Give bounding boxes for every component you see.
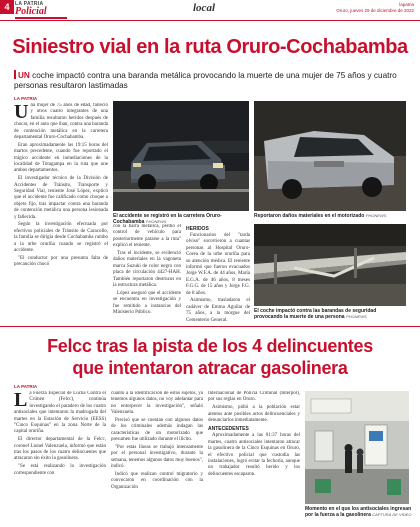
paragraph: Asimismo, pidió a la población estar atentos ante posibles actos delincuenciales y denunciarlos inmediatamente. <box>208 405 300 424</box>
paragraph: "El conductor por una presunta falta de precaución chocó <box>14 255 108 268</box>
article2-headline-line2: que intentaron atracar gasolinera <box>72 358 348 378</box>
paragraph: a Fuerza Especial de Lucha Contra el Crimen (Felcc), continúa investigando el paradero de los cuatro antisociales que intentaron la madrugada del martes en la Estación de Servicio (EESS) "Cinco Esquinas" en la zona Norte de la capital oruriña. <box>14 391 106 435</box>
caption-text: El coche impactó contra las barandas de seguridad provocando la muerte de una persona <box>254 308 377 320</box>
paragraph: con la barra metálica, perdió el control de vehículo para posteriormente pararse a la ruta" explicó el teniente. <box>113 224 181 249</box>
article1-photo-crashed-car <box>113 101 249 211</box>
caption-text: El accidente se registró en la carretera Oruro-Cochabamba <box>113 213 222 225</box>
article2-byline: LA PATRIA <box>14 384 38 389</box>
article1-headline: Siniestro vial en la ruta Oruro-Cochabamba <box>12 36 408 58</box>
paragraph: na mujer de 75 años de edad, falleció y otros cuatro integrantes de una familia resultaron heridos después de chocar, en el auto que iban, contra una baranda de contención metálica en la carretera departamental Oruro-Cochabamba. <box>14 103 108 141</box>
crashed-car-image <box>113 101 249 211</box>
article1-byline: LA PATRIA <box>14 96 38 101</box>
article2-photo4-caption <box>305 506 413 518</box>
edition-date: Oruro, jueves 29 de diciembre de 2022 <box>336 8 414 13</box>
gas-station-cctv-image <box>305 391 409 504</box>
brand-name: Policial <box>15 6 47 17</box>
article1-column-2 <box>113 224 181 322</box>
paragraph: Tras el incidente, se evidenció daños materiales en la vagoneta marca Suzuki de color negro con placa de circulación 4427-HAH. También reportaron destrozos en la estructura metálica. <box>113 251 181 289</box>
section-divider <box>0 326 420 327</box>
article1-column-3 <box>186 224 250 322</box>
photo-credit: PHONEWS <box>345 314 367 319</box>
article2-column-3 <box>208 391 300 527</box>
paragraph: El investigador técnico de la División de Accidentes de Tránsito, Transporte y Seguridad Vial, teniente José López, explicó que el accidente fue calificado como choque a objeto fijo, tras impactar contra una baranda de contención metálica una persona lesionada y fallecida. <box>14 176 108 220</box>
article2-column-2 <box>111 391 203 527</box>
article2-photo-gas-station <box>305 391 409 504</box>
paragraph: El director departamental de la Felcc, coronel Lionel Valenzuela, informó que están tras los pasos de los cuatro delincuentes que atracaron sin éxito la gasolinera. <box>14 437 106 462</box>
brand-underline <box>15 17 67 19</box>
caption-text: Reportaron daños materiales en el motorizado <box>254 213 365 219</box>
caption-text: Momento en el que los antisociales ingresan por la fuerza a la gasolinera <box>305 506 412 518</box>
article1-photo3-caption <box>254 308 406 320</box>
page-number: 4 <box>0 0 14 14</box>
article1-photo2-caption <box>254 213 406 219</box>
drop-cap: U <box>14 103 29 123</box>
paragraph: "Por estas líneas se trabajó intensamente por el personal investigativo, durante la semana, tenemos algunos datos muy buenos", indicó. <box>111 445 203 470</box>
paragraph: Internacional de Policía Criminal (Interpol), por sus reglas en Oruro. <box>208 391 300 403</box>
photo-credit: CAPTURA DE VIDEO <box>372 512 412 517</box>
lead-drop: UN <box>18 71 30 80</box>
paragraph: López aseguró que el accidente se encuentra en investigación y fue remitido a instancias del Ministerio Público. <box>113 290 181 316</box>
paragraph: Indicó que realizan control migratorio y convocaron en coordinación con la Organización <box>111 472 203 490</box>
paragraph: Asimismo, trasladaron el cadáver de Emma Aguilar de 75 años, a la morgue del Cementerio General. <box>186 298 250 322</box>
lead-marker <box>14 70 16 79</box>
paragraph: Funcionarios del "tarda olviso" socorrieron a cuantas personas al Hospital Oruro-Corea de la urbe oruriña para su atención médica. El teniente informó que fueron evacuados Jorge W.F.A. de 44 años, María E.G.A. de 46 años, 8 meses F.G.G. de 15 años y Jorge F.G. de 8 años. <box>186 233 250 296</box>
section-name: local <box>193 2 215 14</box>
site-name: lapatria <box>399 2 414 7</box>
paragraph: Precisó que se cuentan con algunos datos de los criminales además indagan las características de un motorizado que presumen fue utilizado durante el ilícito. <box>111 418 203 443</box>
header-rule <box>0 20 420 21</box>
article1-photo-barrier <box>254 224 406 306</box>
barrier-image <box>254 224 406 306</box>
article2-column-1 <box>14 391 106 527</box>
photo-credit: PHONEWS <box>365 213 387 218</box>
article1-lead <box>14 70 406 91</box>
paragraph: cuanto a la identificación de estos sujetos, ya tenemos algunos datos, no voy adelantar para no entorpecer la investigación", señaló Valenzuela. <box>111 391 203 416</box>
damaged-car-image <box>254 101 406 211</box>
drop-cap: L <box>14 391 28 411</box>
paragraph: Aproximadamente a las 01:37 horas del martes, cuatro antisociales intentaron atracar la gasolinera de la Cinco Esquinas en Oruro, el efectivo policial que custodia las instalaciones, logró evitar la fechoría, aunque un trabajador resultó herido y los delincuentes escaparon. <box>208 433 300 477</box>
brand-top: LA PATRIA <box>15 1 44 7</box>
subheading-antecedentes: ANTECEDENTES <box>208 426 249 433</box>
article2-headline-line1: Felcc tras la pista de los 4 delincuentes <box>47 336 373 356</box>
article1-column-1 <box>14 103 108 321</box>
paragraph: "Se está realizando la investigación correspondiente con <box>14 464 106 476</box>
page-header <box>0 0 420 34</box>
paragraph: Según la investigación efectuada por efectivos policiales de Tránsito de Caracollo, la familia se dirigía desde Cochabamba rumbo a la urbe oruriña cuando se registró el accidente. <box>14 222 108 254</box>
lead-text: coche impactó contra una baranda metálica provocando la muerte de una mujer de 75 años y cuatro personas resultaron lastimadas <box>14 71 397 90</box>
article1-photo-damage <box>254 101 406 211</box>
photo-credit: PHONEWS <box>145 219 167 224</box>
paragraph: Eran aproximadamente las 19:15 horas del martos precedente, cuando fue reportado el trágico accidente en inmediaciones de la localidad de Totagampa en la ruta que une ambos departamentos. <box>14 142 108 174</box>
subheading-heridos: HERIDOS <box>186 226 209 232</box>
